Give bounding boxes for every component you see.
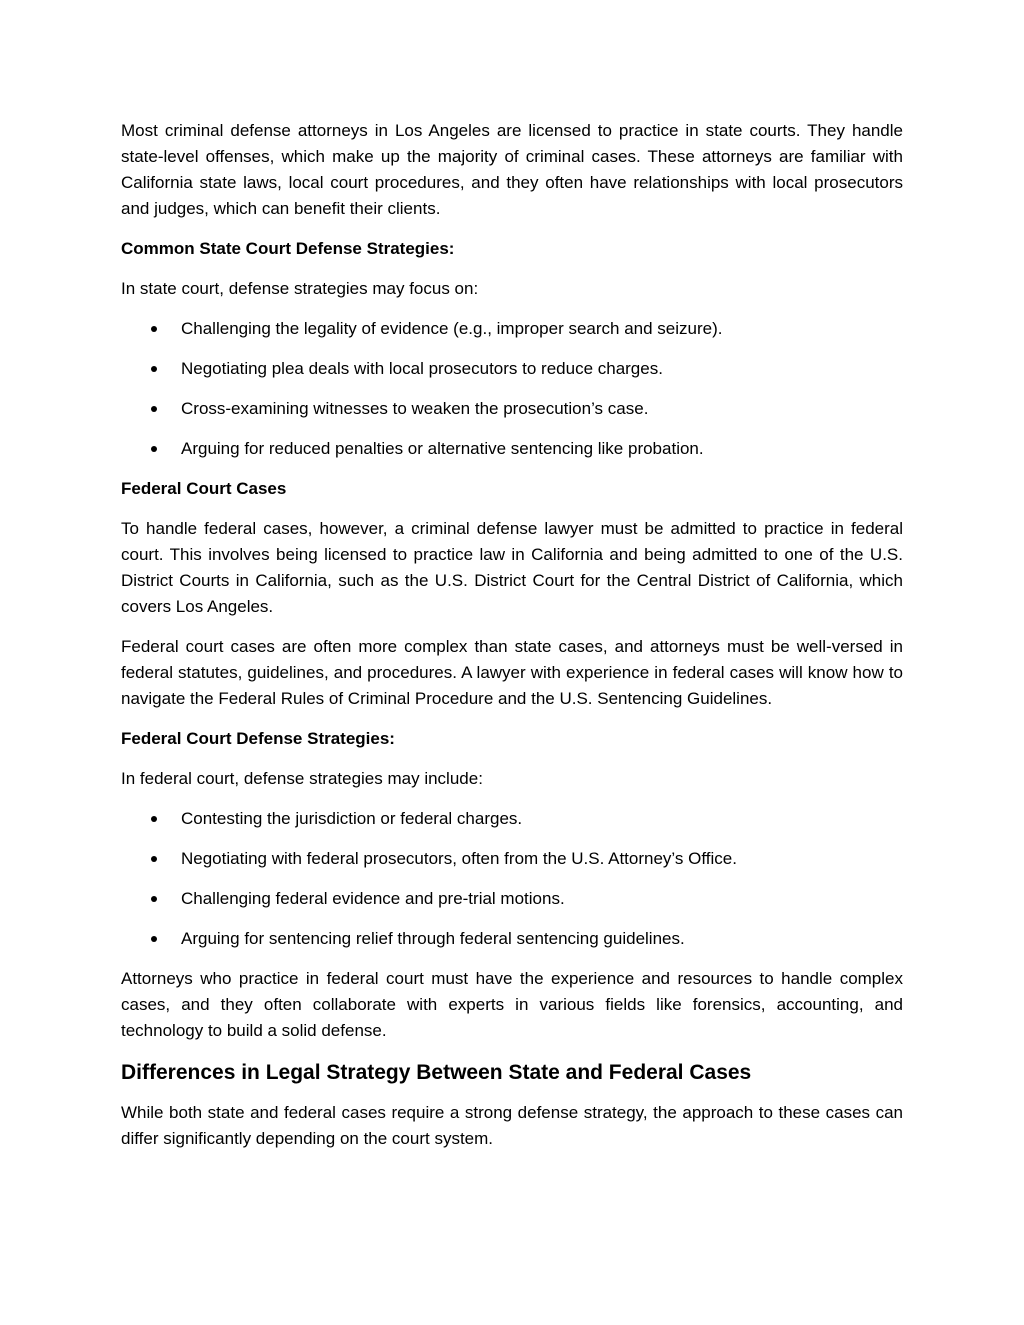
differences-paragraph: While both state and federal cases require a strong defense strategy, the approach to these cases can differ significantly depending on the court system. bbox=[121, 1103, 903, 1148]
list-item-text: Contesting the jurisdiction or federal charges. bbox=[181, 809, 523, 828]
list-item-text: Challenging the legality of evidence (e.g., improper search and seizure). bbox=[181, 319, 723, 338]
list-item bbox=[121, 926, 903, 952]
bullet-icon bbox=[151, 856, 157, 862]
list-item bbox=[121, 356, 903, 382]
bullet-icon bbox=[151, 366, 157, 372]
list-item bbox=[121, 396, 903, 422]
document-page bbox=[121, 118, 903, 1166]
federal-strategies-intro: In federal court, defense strategies may include: bbox=[121, 769, 483, 788]
state-strategies-heading: Common State Court Defense Strategies: bbox=[121, 239, 455, 258]
differences-heading: Differences in Legal Strategy Between State and Federal Cases bbox=[121, 1061, 752, 1084]
bullet-icon bbox=[151, 896, 157, 902]
state-strategies-list bbox=[121, 316, 903, 462]
intro-paragraph: Most criminal defense attorneys in Los Angeles are licensed to practice in state courts. They handle state-level offenses, which make up the majority of criminal cases. These attorneys are familiar with California state laws, local court procedures, and they often have relationships with local prosecutors and judges, which can benefit their clients. bbox=[121, 121, 903, 218]
state-strategies-intro: In state court, defense strategies may focus on: bbox=[121, 279, 479, 298]
list-item bbox=[121, 886, 903, 912]
list-item bbox=[121, 846, 903, 872]
list-item bbox=[121, 806, 903, 832]
bullet-icon bbox=[151, 446, 157, 452]
list-item-text: Negotiating with federal prosecutors, often from the U.S. Attorney’s Office. bbox=[181, 849, 737, 868]
federal-paragraph-2: Federal court cases are often more complex than state cases, and attorneys must be well-versed in federal statutes, guidelines, and procedures. A lawyer with experience in federal cases will know how to navigate the Federal Rules of Criminal Procedure and the U.S. Sentencing Guidelines. bbox=[121, 637, 903, 708]
bullet-icon bbox=[151, 406, 157, 412]
list-item bbox=[121, 436, 903, 462]
bullet-icon bbox=[151, 936, 157, 942]
list-item-text: Arguing for sentencing relief through federal sentencing guidelines. bbox=[181, 929, 685, 948]
list-item-text: Negotiating plea deals with local prosecutors to reduce charges. bbox=[181, 359, 663, 378]
bullet-icon bbox=[151, 816, 157, 822]
federal-paragraph-3: Attorneys who practice in federal court must have the experience and resources to handle complex cases, and they often collaborate with experts in various fields like forensics, accounting, and technology to build a solid defense. bbox=[121, 969, 903, 1040]
federal-cases-heading: Federal Court Cases bbox=[121, 479, 287, 498]
federal-strategies-heading: Federal Court Defense Strategies: bbox=[121, 729, 395, 748]
list-item-text: Cross-examining witnesses to weaken the prosecution’s case. bbox=[181, 399, 649, 418]
list-item-text: Challenging federal evidence and pre-trial motions. bbox=[181, 889, 565, 908]
federal-strategies-list bbox=[121, 806, 903, 952]
list-item-text: Arguing for reduced penalties or alternative sentencing like probation. bbox=[181, 439, 704, 458]
federal-paragraph-1: To handle federal cases, however, a criminal defense lawyer must be admitted to practice in federal court. This involves being licensed to practice law in California and being admitted to one of the U.S. District Courts in California, such as the U.S. District Court for the Central District of California, which covers Los Angeles. bbox=[121, 519, 903, 616]
list-item bbox=[121, 316, 903, 342]
bullet-icon bbox=[151, 326, 157, 332]
